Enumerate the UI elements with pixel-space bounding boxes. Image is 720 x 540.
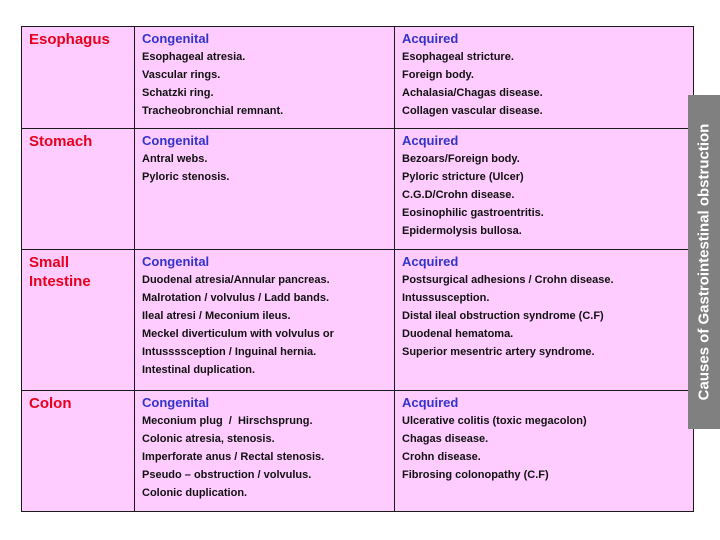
cause-item: Antral webs. bbox=[142, 153, 208, 165]
acquired-heading: Acquired bbox=[402, 254, 459, 269]
congenital-heading: Congenital bbox=[142, 133, 210, 148]
cause-item: Pyloric stenosis. bbox=[142, 171, 230, 183]
congenital-cell bbox=[135, 250, 395, 391]
cause-item: Colonic atresia, stenosis. bbox=[142, 433, 275, 445]
acquired-cell bbox=[395, 129, 694, 250]
cause-item: Intestinal duplication. bbox=[142, 364, 256, 376]
cause-item: Ileal atresi / Meconium ileus. bbox=[142, 310, 291, 322]
cause-item: Esophageal stricture. bbox=[402, 51, 514, 63]
cause-item: Meconium plug / Hirschsprung. bbox=[142, 415, 313, 427]
cause-item: Epidermolysis bullosa. bbox=[402, 225, 522, 237]
acquired-cell bbox=[395, 391, 694, 512]
acquired-cell bbox=[395, 27, 694, 129]
congenital-heading: Congenital bbox=[142, 31, 210, 46]
organ-cell bbox=[22, 27, 135, 129]
cause-item: Pseudo – obstruction / volvulus. bbox=[142, 469, 312, 481]
cause-item: Malrotation / volvulus / Ladd bands. bbox=[142, 292, 330, 304]
cause-item: Schatzki ring. bbox=[142, 87, 214, 99]
cause-item: Esophageal atresia. bbox=[142, 51, 246, 63]
acquired-heading: Acquired bbox=[402, 31, 459, 46]
organ-label: Stomach bbox=[29, 133, 93, 150]
organ-cell bbox=[22, 129, 135, 250]
row-small-intestine bbox=[22, 250, 694, 391]
acquired-heading: Acquired bbox=[402, 395, 459, 410]
cause-item: Vascular rings. bbox=[142, 69, 221, 81]
cause-item: Collagen vascular disease. bbox=[402, 105, 543, 117]
cause-item: Imperforate anus / Rectal stenosis. bbox=[142, 451, 325, 463]
cause-item: Bezoars/Foreign body. bbox=[402, 153, 520, 165]
cause-item: Fibrosing colonopathy (C.F) bbox=[402, 469, 549, 481]
cause-item: Ulcerative colitis (toxic megacolon) bbox=[402, 415, 587, 427]
cause-item: Crohn disease. bbox=[402, 451, 481, 463]
cause-item: Meckel diverticulum with volvulus or bbox=[142, 328, 334, 340]
organ-cell bbox=[22, 250, 135, 391]
cause-item: Foreign body. bbox=[402, 69, 474, 81]
cause-item: Pyloric stricture (Ulcer) bbox=[402, 171, 524, 183]
congenital-heading: Congenital bbox=[142, 395, 210, 410]
acquired-heading: Acquired bbox=[402, 133, 459, 148]
congenital-heading: Congenital bbox=[142, 254, 210, 269]
cause-item: C.G.D/Crohn disease. bbox=[402, 189, 515, 201]
cause-item: Distal ileal obstruction syndrome (C.F) bbox=[402, 310, 604, 322]
cause-item: Eosinophilic gastroentritis. bbox=[402, 207, 544, 219]
cause-item: Achalasia/Chagas disease. bbox=[402, 87, 543, 99]
cause-item: Intussusception. bbox=[402, 292, 490, 304]
row-stomach bbox=[22, 129, 694, 250]
causes-table bbox=[21, 26, 694, 512]
cause-item: Colonic duplication. bbox=[142, 487, 248, 499]
cause-item: Postsurgical adhesions / Crohn disease. bbox=[402, 274, 614, 286]
organ-label: Esophagus bbox=[29, 31, 110, 48]
organ-label: Colon bbox=[29, 395, 72, 412]
row-colon bbox=[22, 391, 694, 512]
congenital-cell bbox=[135, 129, 395, 250]
side-title-banner bbox=[688, 95, 720, 429]
congenital-cell bbox=[135, 27, 395, 129]
cause-item: Duodenal atresia/Annular pancreas. bbox=[142, 274, 330, 286]
side-title: Causes of Gastrointestinal obstruction bbox=[695, 123, 713, 401]
organ-label: Small Intestine bbox=[29, 254, 91, 290]
acquired-cell bbox=[395, 250, 694, 391]
causes-table-body bbox=[22, 27, 694, 512]
row-esophagus bbox=[22, 27, 694, 129]
cause-item: Tracheobronchial remnant. bbox=[142, 105, 284, 117]
organ-cell bbox=[22, 391, 135, 512]
cause-item: Duodenal hematoma. bbox=[402, 328, 514, 340]
congenital-cell bbox=[135, 391, 395, 512]
cause-item: Chagas disease. bbox=[402, 433, 489, 445]
cause-item: Intussssception / Inguinal hernia. bbox=[142, 346, 317, 358]
cause-item: Superior mesentric artery syndrome. bbox=[402, 346, 595, 358]
